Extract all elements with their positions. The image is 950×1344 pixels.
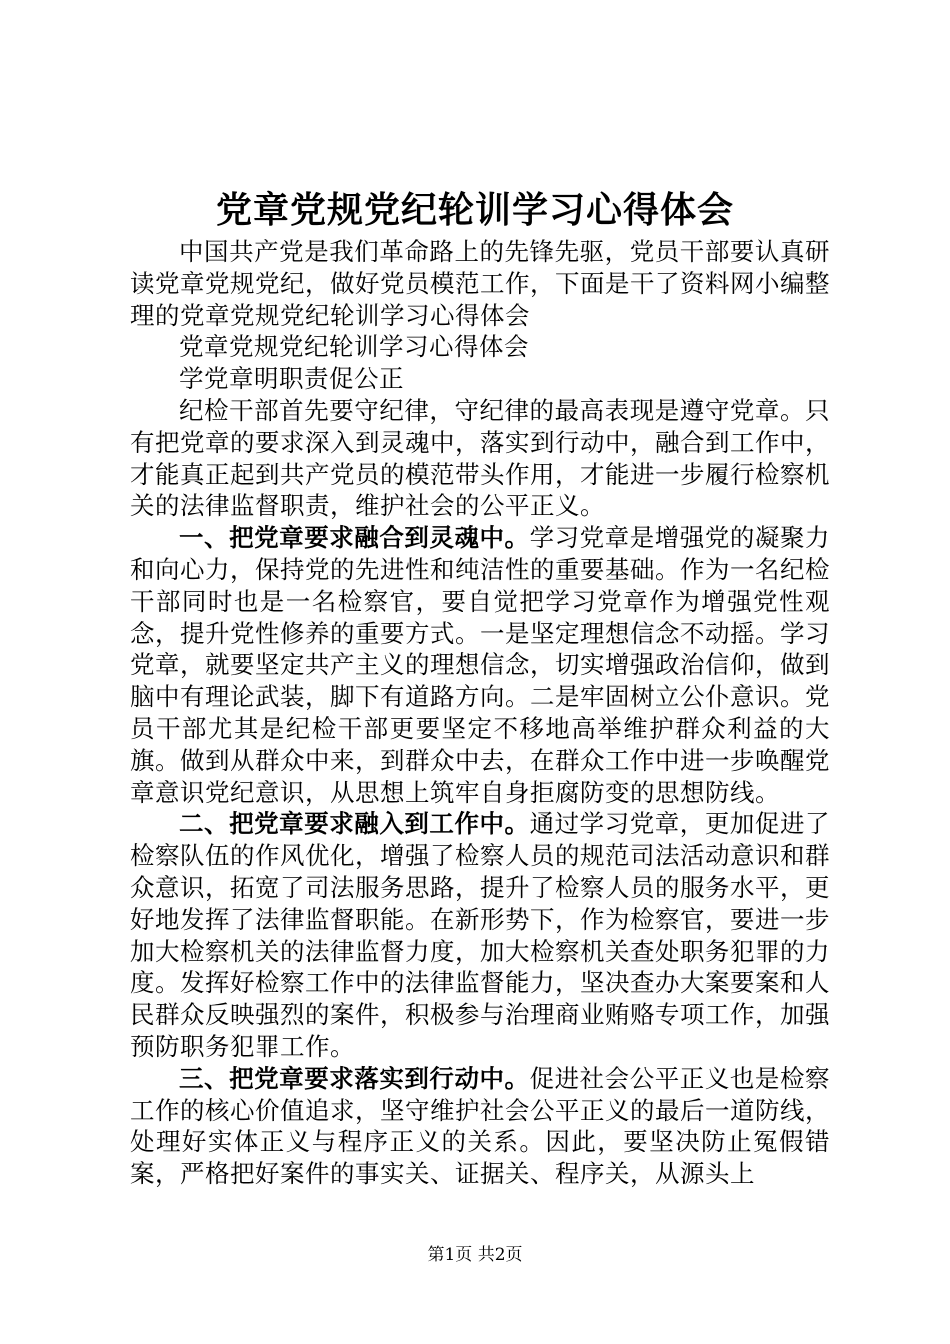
section-heading-2: 二、把党章要求融入到工作中。 bbox=[179, 809, 530, 839]
section-heading-3: 三、把党章要求落实到行动中。 bbox=[179, 1063, 530, 1093]
page-number: 第1页 共2页 bbox=[427, 1245, 523, 1265]
section-motto: 学党章明职责促公正 bbox=[179, 364, 404, 394]
document-title: 党章党规党纪轮训学习心得体会 bbox=[215, 189, 734, 231]
intro-paragraph: 中国共产党是我们革命路上的先锋先驱，党员干部要认真研读党章党规党纪，做好党员模范工作，下面是干了资料网小编整理的党章党规党纪轮训学习心得体会 bbox=[130, 237, 830, 330]
section-heading-1: 一、把党章要求融合到灵魂中。 bbox=[179, 523, 530, 553]
section-paragraph-2: 二、把党章要求融入到工作中。通过学习党章，更加促进了检察队伍的作风优化，增强了检察人员的规范司法活动意识和群众意识，拓宽了司法服务思路，提升了检察人员的服务水平，更好地发挥了法律监督职能。在新形势下，作为检察官，要进一步加大检察机关的法律监督力度，加大检察机关查处职务犯罪的力度。发挥好检察工作中的法律监督能力，坚决查办大案要案和人民群众反映强烈的案件，积极参与治理商业贿赂专项工作，加强预防职务犯罪工作。 bbox=[130, 809, 831, 1061]
document-body bbox=[130, 236, 830, 1190]
section-paragraph-1: 一、把党章要求融合到灵魂中。学习党章是增强党的凝聚力和向心力，保持党的先进性和纯洁性的重要基础。作为一名纪检干部同时也是一名检察官，要自觉把学习党章作为增强党性观念，提升党性修养的重要方式。一是坚定理想信念不动摇。学习党章，就要坚定共产主义的理想信念，切实增强政治信仰，做到脑中有理论武装，脚下有道路方向。二是牢固树立公仆意识。党员干部尤其是纪检干部更要坚定不移地高举维护群众利益的大旗。做到从群众中来，到群众中去，在群众工作中进一步唤醒党章意识党纪意识，从思想上筑牢自身拒腐防变的思想防线。 bbox=[130, 523, 831, 807]
body-paragraph: 纪检干部首先要守纪律，守纪律的最高表现是遵守党章。只有把党章的要求深入到灵魂中，落实到行动中，融合到工作中，才能真正起到共产党员的模范带头作用，才能进一步履行检察机关的法律监督职责，维护社会的公平正义。 bbox=[130, 395, 830, 521]
section-paragraph-3: 三、把党章要求落实到行动中。促进社会公平正义也是检察工作的核心价值追求，坚守维护社会公平正义的最后一道防线，处理好实体正义与程序正义的关系。因此，要坚决防止冤假错案，严格把好案件的事实关、证据关、程序关，从源头上 bbox=[130, 1063, 831, 1189]
subtitle-line: 党章党规党纪轮训学习心得体会 bbox=[179, 332, 529, 362]
